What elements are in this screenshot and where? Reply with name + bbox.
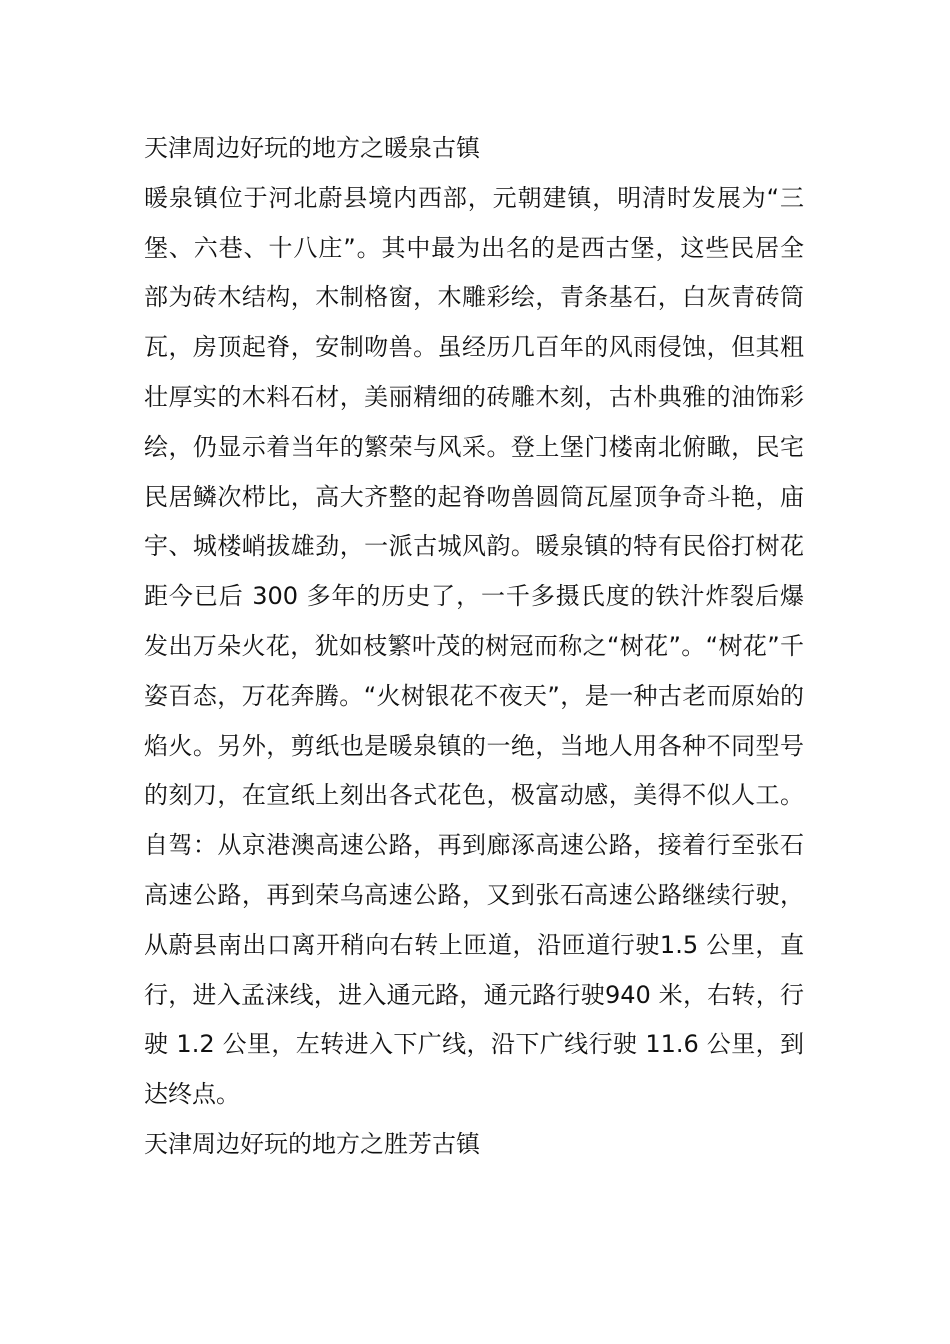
document-page: [144, 124, 804, 1170]
section-title: 天津周边好玩的地方之暖泉古镇: [144, 134, 480, 162]
section-title: 天津周边好玩的地方之胜芳古镇: [144, 1129, 480, 1158]
body-paragraph: 暖泉镇位于河北蔚县境内西部，元朝建镇，明清时发展为“三堡、六巷、十八庄”。其中最为出名的是西古堡，这些民居全部为砖木结构，木制格窗，木雕彩绘，青条基石，白灰青砖筒瓦，房顶起脊，安制吻兽。虽经历几百年的风雨侵蚀，但其粗壮厚实的木料石材，美丽精细的砖雕木刻，古朴典雅的油饰彩绘，仍显示着当年的繁荣与风采。登上堡门楼南北俯瞰，民宅民居鳞次栉比，高大齐整的起脊吻兽圆筒瓦屋顶争奇斗艳，庙宇、城楼峭拔雄劲，一派古城风韵。暖泉镇的特有民俗打树花距今已后 300 多年的历史了，一千多摄氏度的铁汁炸裂后爆发出万朵火花，犹如枝繁叶茂的树冠而称之“树花”。“树花”千姿百态，万花奔腾。“火树银花不夜天”，是一种古老而原始的焰火。另外，剪纸也是暖泉镇的一绝，当地人用各种不同型号的刻刀，在宣纸上刻出各式花色，极富动感，美得不似人工。自驾：从京港澳高速公路，再到廊涿高速公路，接着行至张石高速公路，再到荣乌高速公路，又到张石高速公路继续行驶，从蔚县南出口离开稍向右转上匝道，沿匝道行驶1.5 公里，直行，进入孟涞线，进入通元路，通元路行驶940 米，右转，行驶 1.2 公里，左转进入下广线，沿下广线行驶 11.6 公里，到达终点。: [144, 183, 804, 1109]
